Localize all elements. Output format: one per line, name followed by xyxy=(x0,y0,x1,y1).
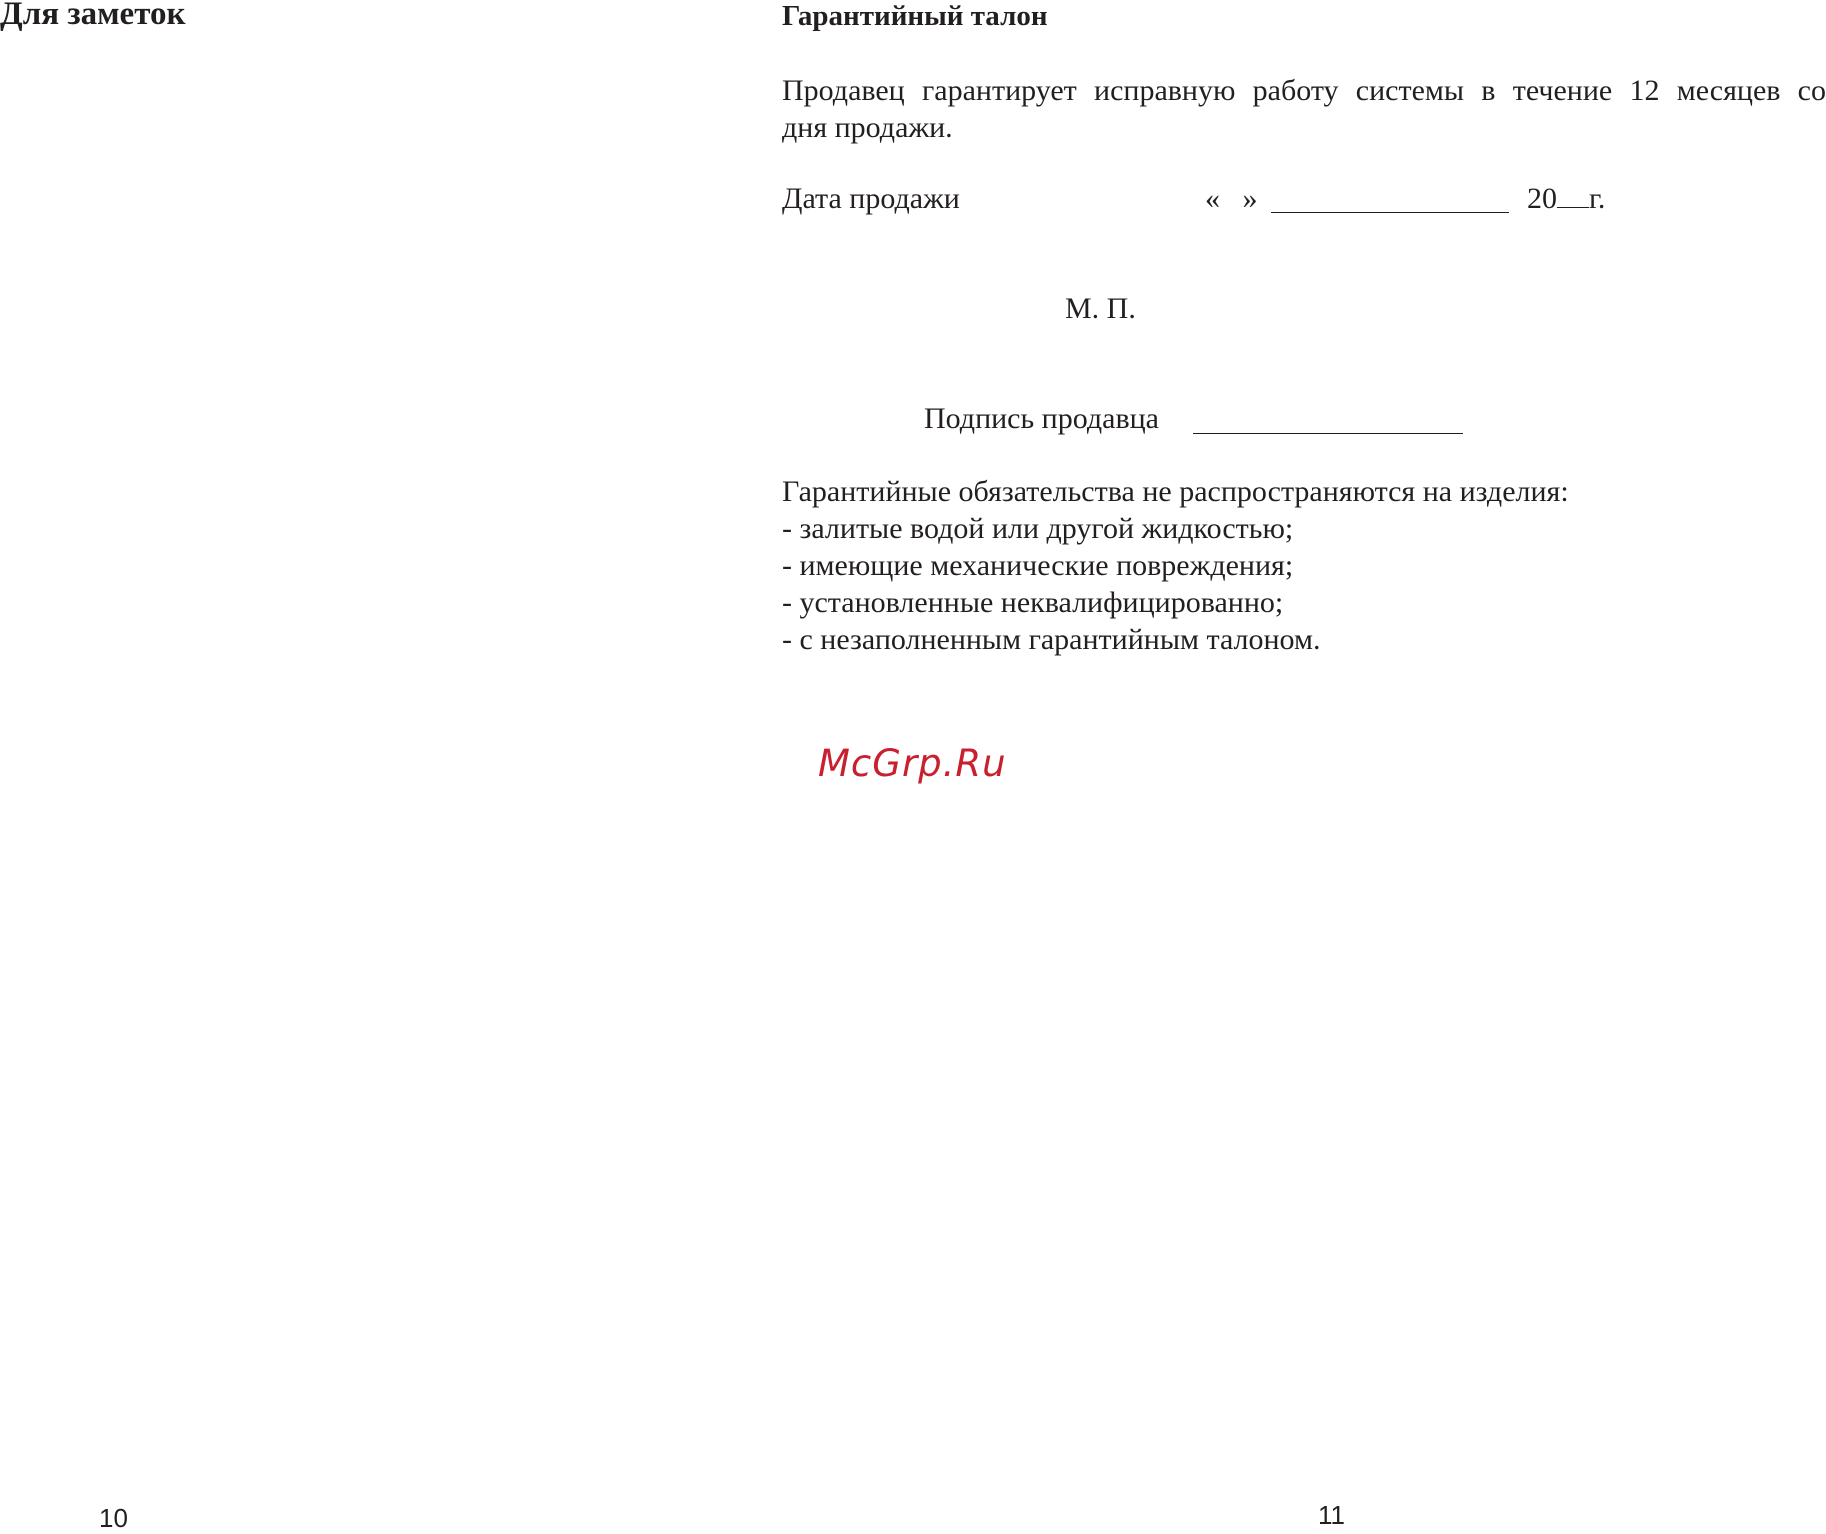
exclusion-item: - имеющие механические повреждения; xyxy=(782,549,1294,582)
warranty-title: Гарантийный талон xyxy=(782,0,1048,32)
warranty-intro-line-2: дня продажи. xyxy=(782,111,953,144)
page-number-left: 10 xyxy=(99,1503,128,1533)
sale-date-month-field[interactable] xyxy=(1271,212,1509,213)
sale-year-prefix: 20 xyxy=(1527,182,1557,215)
sale-date-year xyxy=(1527,180,1605,217)
exclusion-item: - с незаполненным гарантийным талоном. xyxy=(782,623,1321,656)
sale-date-day-field[interactable]: « » xyxy=(1205,182,1258,215)
stamp-placeholder: М. П. xyxy=(1065,292,1136,325)
seller-signature-label: Подпись продавца xyxy=(924,402,1159,435)
sale-year-suffix: г. xyxy=(1589,182,1606,215)
seller-signature-field[interactable] xyxy=(1193,433,1463,434)
warranty-intro xyxy=(782,72,1826,146)
page-number-right: 11 xyxy=(1318,1500,1345,1530)
exclusion-item: - залитые водой или другой жидкостью; xyxy=(782,512,1294,545)
exclusion-item: - установленные неквалифицированно; xyxy=(782,586,1284,619)
warranty-intro-line-1: Продавец гарантирует исправную работу системы в течение 12 месяцев со xyxy=(782,74,1826,107)
sale-date-label: Дата продажи xyxy=(782,182,960,215)
sale-year-field[interactable] xyxy=(1557,183,1589,208)
notes-title: Для заметок xyxy=(0,0,186,32)
warranty-exclusions xyxy=(782,473,1569,658)
watermark-logo: McGrp.Ru xyxy=(818,742,1007,785)
exclusions-title: Гарантийные обязательства не распространяются на изделия: xyxy=(782,475,1569,508)
